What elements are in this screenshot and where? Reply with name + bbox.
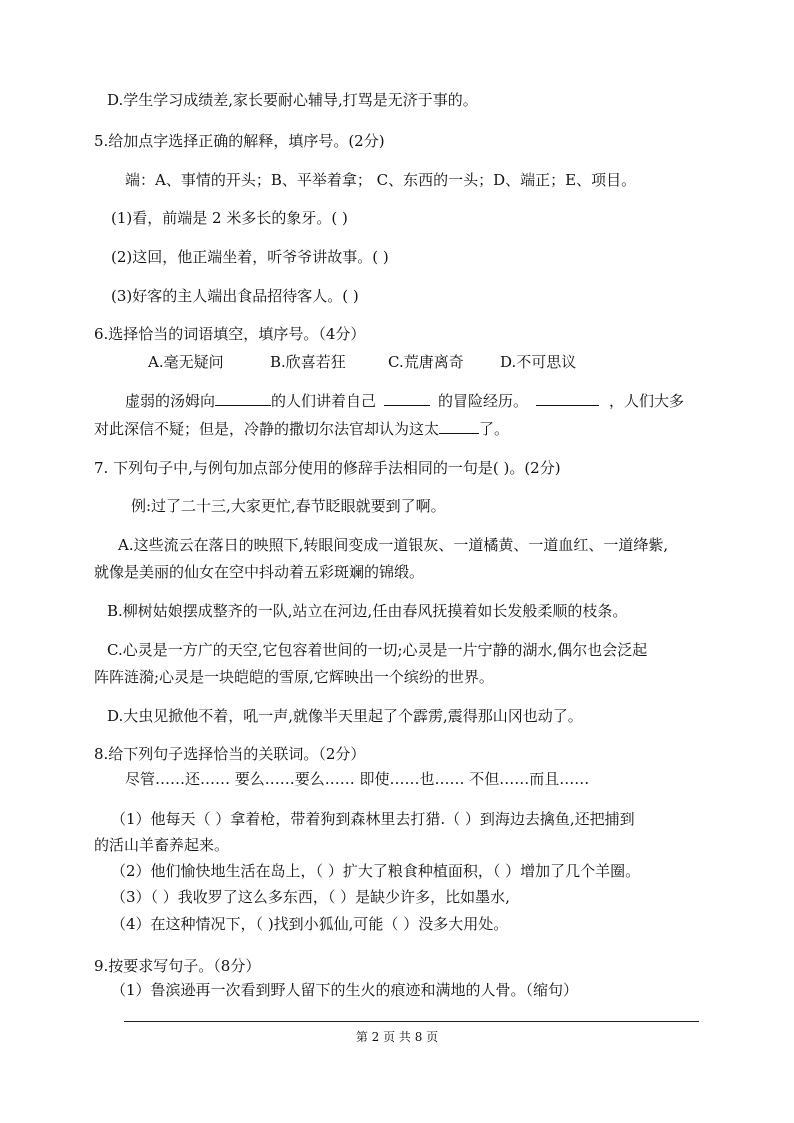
- q8-item-2: （2）他们愉快地生活在岛上，（ ）扩大了粮食种植面积，（ ）增加了几个羊圈。: [111, 862, 641, 880]
- q6-sentence-line-2: [94, 419, 509, 439]
- q5-item-1: (1)看，前端是 2 米多长的象牙。( ): [111, 209, 348, 227]
- q7-option-d: D.大虫见掀他不着，吼一声,就像半天里起了个霹雳,震得那山冈也动了。: [107, 707, 583, 725]
- q6-part-3: 的冒险经历。: [438, 392, 529, 410]
- q6-line2-part-1: 对此深信不疑；但是，冷静的撒切尔法官却认为这太: [94, 420, 440, 438]
- q9-item-1: （1）鲁滨逊再一次看到野人留下的生火的痕迹和满地的人骨。（缩句）: [111, 981, 579, 999]
- q8-item-1-line-1: （1）他每天（ ）拿着枪，带着狗到森林里去打猎.（ ）到海边去擒鱼,还把捕到: [111, 810, 635, 828]
- q7-option-c-line-2: 阵阵涟漪;心灵是一块皑皑的雪原,它辉映出一个缤纷的世界。: [94, 668, 494, 686]
- q6-line2-part-2: 了。: [479, 420, 510, 438]
- q5-item-3: (3)好客的主人端出食品招待客人。( ): [111, 287, 359, 305]
- q8-item-3: （3）（ ）我收罗了这么多东西，（ ）是缺少许多，比如墨水,: [111, 888, 510, 906]
- q6-blank-3: [536, 391, 599, 406]
- q6-blank-1: [215, 391, 271, 406]
- q8-choices: 尽管……还…… 要么……要么…… 即使……也…… 不但……而且……: [125, 770, 590, 788]
- q6-option-c: C.荒唐离奇: [388, 353, 464, 371]
- q8-title: 8.给下列句子选择恰当的关联词。（2分）: [94, 745, 366, 763]
- q5-item-2: (2)这回，他正端坐着，听爷爷讲故事。( ): [111, 248, 389, 266]
- q4-option-d: D.学生学习成绩差,家长要耐心辅导,打骂是无济于事的。: [107, 91, 478, 109]
- q6-part-1: 虚弱的汤姆向: [125, 392, 216, 410]
- q6-blank-4: [439, 419, 479, 434]
- q6-sentence-line-1: [125, 391, 684, 411]
- q8-item-1-line-2: 的活山羊畜养起来。: [94, 836, 230, 854]
- q6-part-2: 的人们讲着自己: [271, 392, 377, 410]
- q9-title: 9.按要求写句子。（8分）: [94, 957, 261, 975]
- q6-option-d: D.不可思议: [500, 353, 577, 371]
- q7-title: 7. 下列句子中,与例句加点部分使用的修辞手法相同的一句是( )。(2分): [94, 459, 561, 477]
- q7-option-c-line-1: C.心灵是一方广的天空,它包容着世间的一切;心灵是一片宁静的湖水,偶尔也会泛起: [107, 641, 648, 659]
- q6-option-b: B.欣喜若狂: [270, 353, 346, 371]
- q7-option-b: B.柳树姑娘摆成整齐的一队,站立在河边,任由春风抚摸着如长发般柔顺的枝条。: [107, 602, 628, 620]
- q7-option-a-line-1: A.这些流云在落日的映照下,转眼间变成一道银灰、一道橘黄、一道血红、一道绛紫,: [118, 536, 669, 554]
- q6-part-4: ，人们大多: [609, 392, 685, 410]
- q6-title: 6.选择恰当的词语填空，填序号。（4分）: [94, 325, 366, 343]
- q8-item-4: （4）在这种情况下，（ )找到小狐仙,可能（ ）没多大用处。: [111, 915, 509, 933]
- footer-divider: [124, 1021, 699, 1022]
- q7-option-a-line-2: 就像是美丽的仙女在空中抖动着五彩斑斓的锦缎。: [94, 563, 425, 581]
- q7-example: 例:过了二十三,大家更忙,春节眨眼就要到了啊。: [131, 497, 446, 515]
- q6-option-a: A.毫无疑问: [148, 353, 224, 371]
- q6-blank-2: [384, 391, 430, 406]
- q5-definitions: 端：A、事情的开头；B、平举着拿； C、东西的一头；D、端正；E、项目。: [125, 171, 637, 189]
- q5-title: 5.给加点字选择正确的解释，填序号。(2分): [94, 132, 385, 150]
- page-number: 第 2 页 共 8 页: [355, 1030, 439, 1044]
